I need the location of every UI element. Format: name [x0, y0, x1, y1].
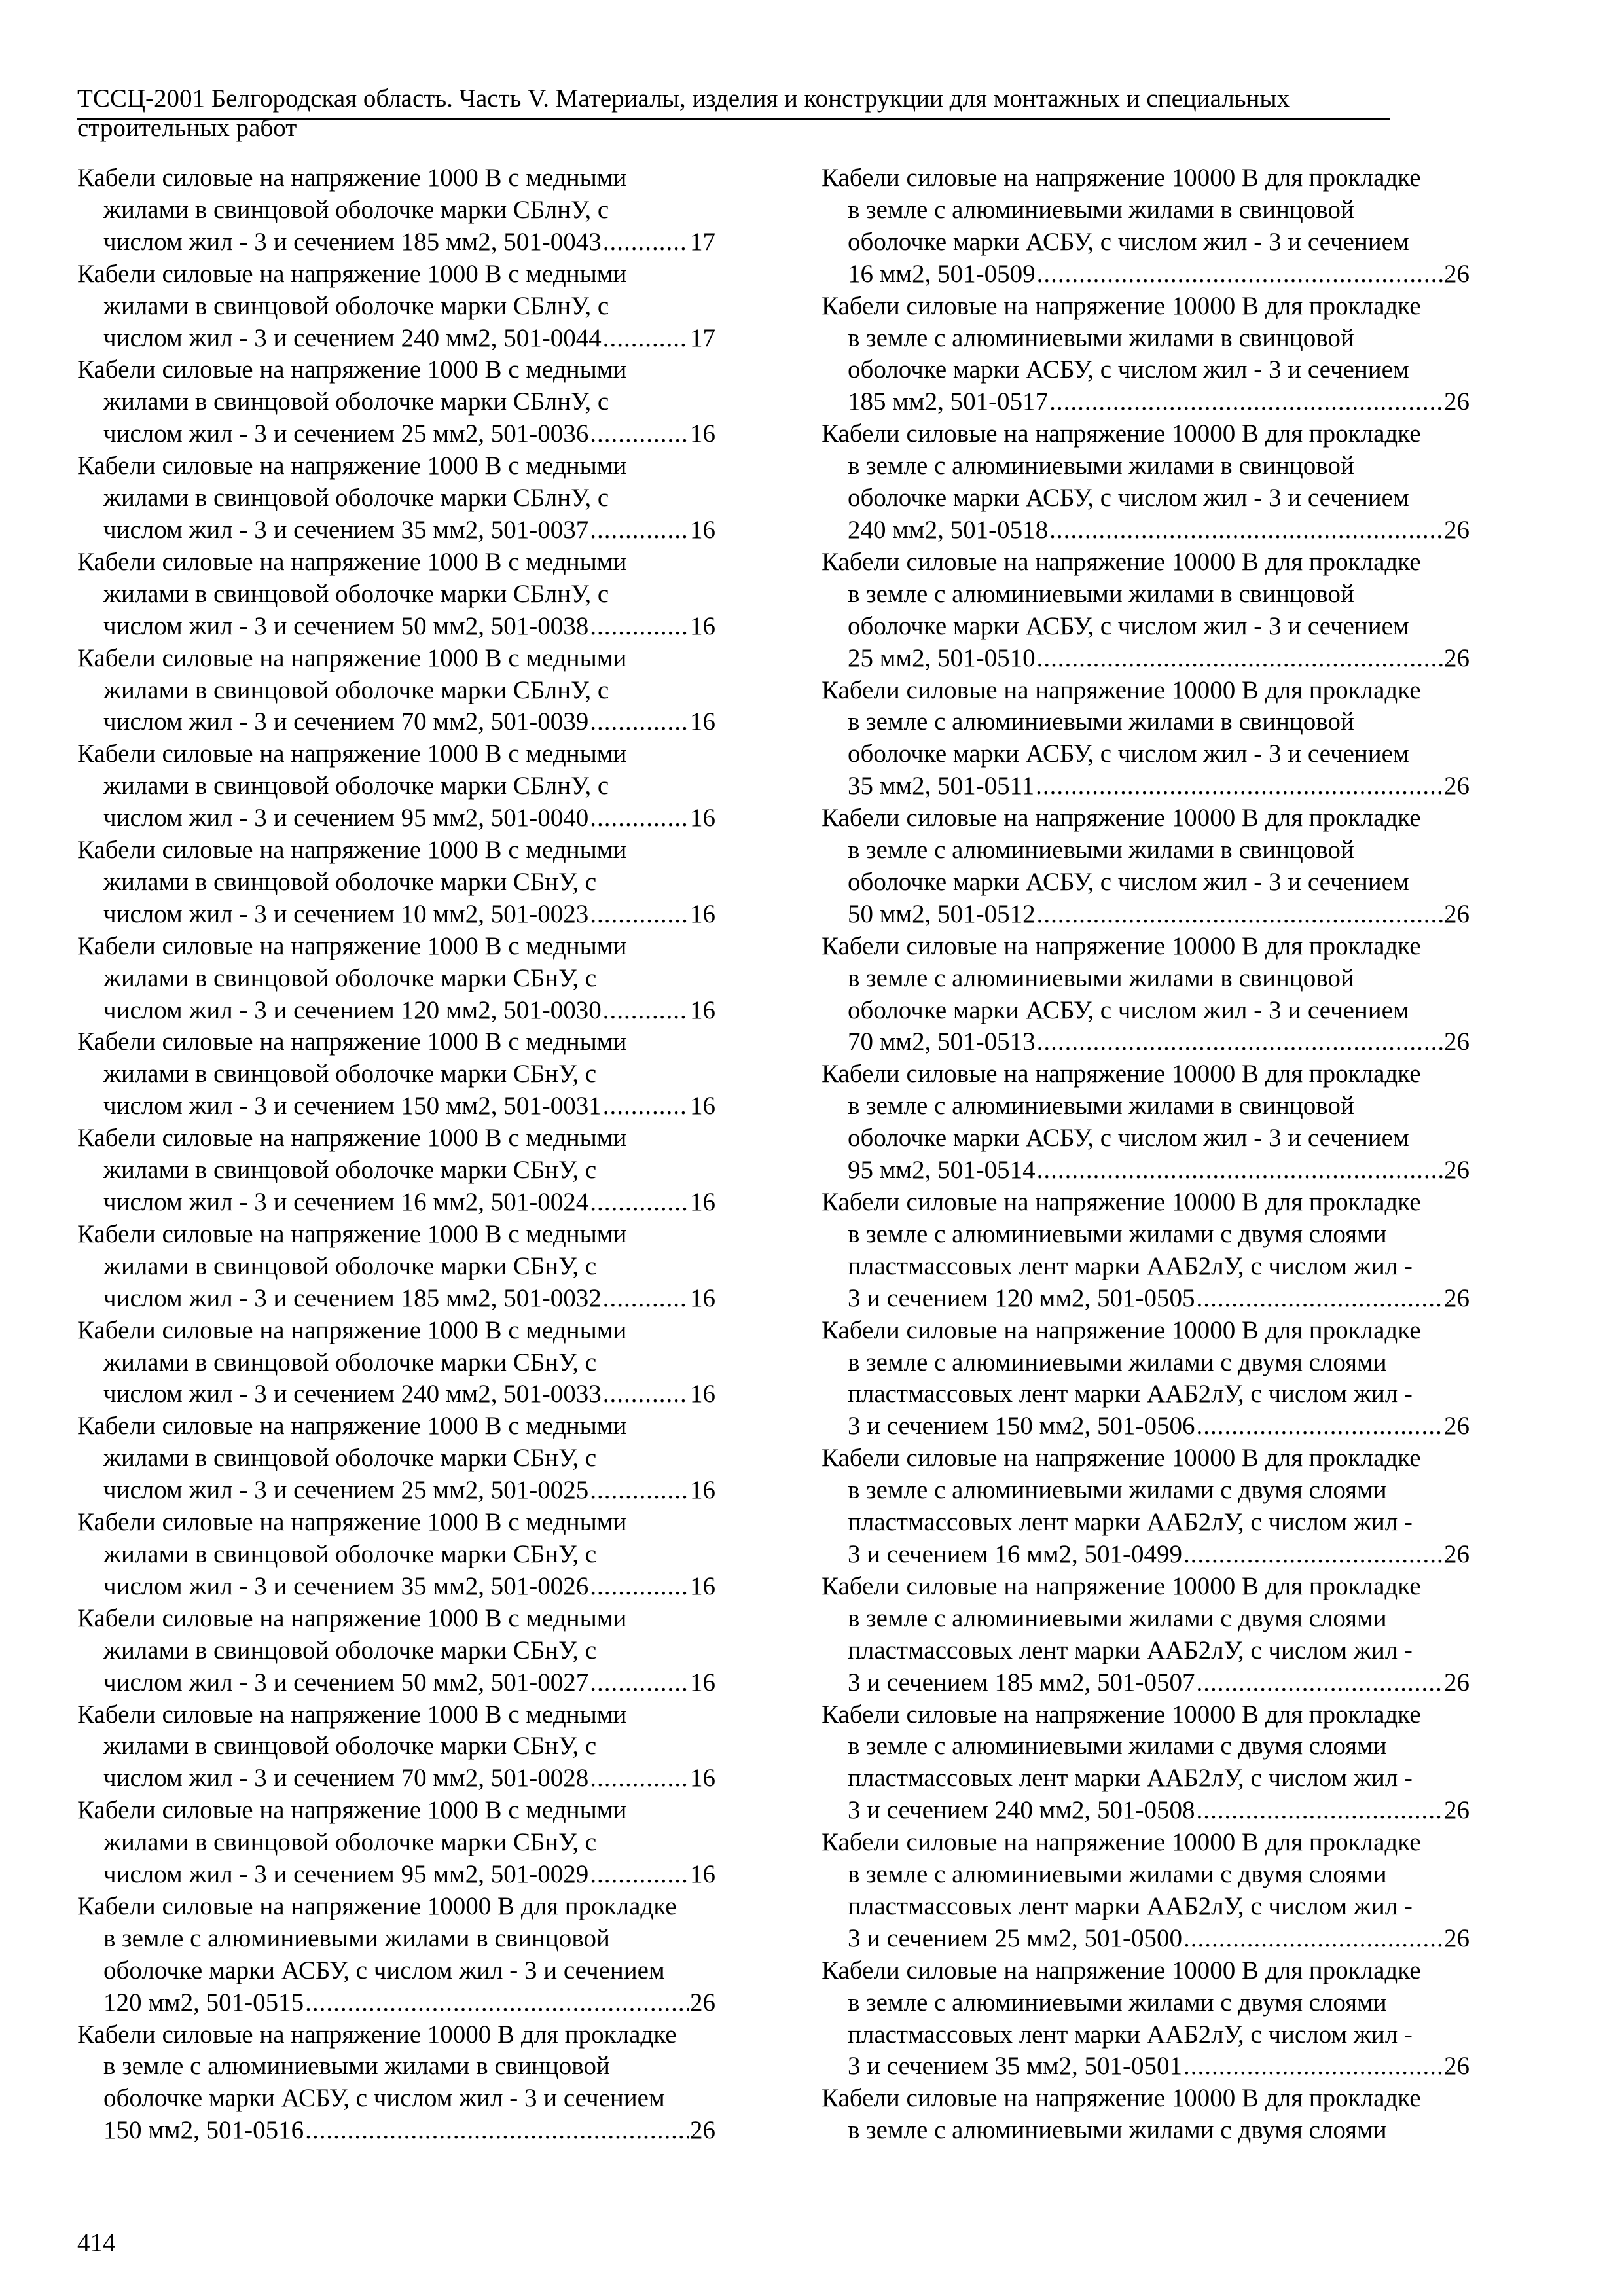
entry-text-line: оболочке марки АСБУ, с числом жил - 3 и сечением [848, 1124, 1409, 1153]
index-entry [821, 162, 1470, 291]
entry-text-line: Кабели силовые на напряжение 10000 В для прокладке [821, 675, 1421, 704]
index-entry [77, 931, 715, 1027]
index-entry [77, 259, 715, 355]
entry-text-line: Кабели силовые на напряжение 10000 В для прокладке [821, 291, 1421, 320]
entry-text-line: числом жил - 3 и сечением 240 мм2, 501-0044 [103, 323, 602, 352]
entry-text-line: числом жил - 3 и сечением 10 мм2, 501-0023 [103, 899, 589, 928]
entry-text-line: пластмассовых лент марки ААБ2лУ, с числом жил - [848, 1251, 1413, 1280]
entry-text-line: в земле с алюминиевыми жилами в свинцовой [848, 323, 1354, 352]
entry-page-number: 16 [690, 1571, 715, 1600]
entry-last-line [821, 1795, 1470, 1827]
dot-leader [603, 323, 689, 355]
dot-leader [603, 1378, 689, 1410]
entry-text-line: Кабели силовые на напряжение 10000 В для прокладке [821, 1060, 1421, 1088]
header-rule [77, 118, 1390, 120]
entry-text-line: 16 мм2, 501-0509 [848, 259, 1036, 288]
entry-text-line: числом жил - 3 и сечением 50 мм2, 501-0038 [103, 611, 589, 640]
dot-leader [1197, 1795, 1443, 1827]
entry-page-number: 16 [690, 1668, 715, 1696]
entry-text-line: Кабели силовые на напряжение 1000 В с медными [77, 1219, 627, 1248]
entry-page-number: 26 [1444, 1283, 1470, 1312]
dot-leader [1197, 1667, 1443, 1699]
entry-text-line: Кабели силовые на напряжение 10000 В для прокладке [821, 1316, 1421, 1344]
entry-text-line: 35 мм2, 501-0511 [848, 772, 1035, 800]
entry-text-line: Кабели силовые на напряжение 1000 В с медными [77, 1796, 627, 1825]
entry-text-line: Кабели силовые на напряжение 1000 В с медными [77, 740, 627, 768]
dot-leader [1183, 1539, 1443, 1571]
index-entry [821, 547, 1470, 675]
entry-text-line: 3 и сечением 185 мм2, 501-0507 [848, 1668, 1195, 1696]
entry-text-line: жилами в свинцовой оболочке марки СБлнУ, с [103, 387, 609, 416]
entry-page-number: 17 [690, 227, 715, 256]
index-entry [77, 1410, 715, 1507]
entry-last-line [821, 1410, 1470, 1443]
entry-text-line: Кабели силовые на напряжение 10000 В для прокладке [821, 1444, 1421, 1473]
entry-page-number: 16 [690, 1188, 715, 1216]
entry-last-line [77, 1763, 715, 1795]
entry-text-line: 3 и сечением 16 мм2, 501-0499 [848, 1539, 1182, 1568]
index-entry [821, 1955, 1470, 2083]
entry-text-line: в земле с алюминиевыми жилами с двумя слоями [848, 1988, 1387, 2017]
entry-text-line: 3 и сечением 240 мм2, 501-0508 [848, 1796, 1195, 1825]
entry-last-line [77, 1378, 715, 1410]
entry-text-line: жилами в свинцовой оболочке марки СБлнУ, с [103, 772, 609, 800]
entry-page-number: 16 [690, 1283, 715, 1312]
entry-text-line: числом жил - 3 и сечением 70 мм2, 501-0039 [103, 708, 589, 736]
dot-leader [590, 1859, 689, 1891]
entry-text-line: пластмассовых лент марки ААБ2лУ, с числом жил - [848, 1636, 1413, 1664]
entry-last-line [821, 2051, 1470, 2083]
running-header [77, 84, 1390, 143]
entry-text-line: числом жил - 3 и сечением 185 мм2, 501-0043 [103, 227, 602, 256]
entry-text-line: 25 мм2, 501-0510 [848, 643, 1036, 672]
index-entry [77, 1699, 715, 1795]
entry-last-line [77, 1571, 715, 1603]
entry-last-line [77, 995, 715, 1027]
entry-page-number: 26 [1444, 899, 1470, 928]
dot-leader [1197, 1283, 1443, 1315]
dot-leader [590, 1187, 689, 1219]
entry-text-line: Кабели силовые на напряжение 1000 В с медными [77, 1028, 627, 1056]
entry-text-line: жилами в свинцовой оболочке марки СБлнУ, с [103, 291, 609, 320]
entry-text-line: Кабели силовые на напряжение 1000 В с медными [77, 1508, 627, 1537]
entry-text-line: жилами в свинцовой оболочке марки СБнУ, с [103, 1636, 597, 1664]
index-entry [821, 1443, 1470, 1571]
entry-text-line: оболочке марки АСБУ, с числом жил - 3 и сечением [103, 1956, 665, 1984]
entry-text-line: Кабели силовые на напряжение 1000 В с медными [77, 643, 627, 672]
dot-leader [1183, 1923, 1443, 1955]
entry-text-line: жилами в свинцовой оболочке марки СБлнУ, с [103, 579, 609, 608]
dot-leader [590, 802, 689, 834]
entry-last-line [77, 323, 715, 355]
entry-text-line: Кабели силовые на напряжение 1000 В с медными [77, 836, 627, 865]
index-column-right [821, 162, 1470, 2147]
entry-text-line: оболочке марки АСБУ, с числом жил - 3 и сечением [848, 227, 1409, 256]
entry-text-line: Кабели силовые на напряжение 10000 В для прокладке [821, 420, 1421, 448]
entry-last-line [77, 1475, 715, 1507]
entry-text-line: жилами в свинцовой оболочке марки СБнУ, с [103, 1539, 597, 1568]
index-entry [821, 1315, 1470, 1443]
entry-text-line: пластмассовых лент марки ААБ2лУ, с числом жил - [848, 1380, 1413, 1408]
index-entry [821, 802, 1470, 931]
entry-text-line: в земле с алюминиевыми жилами с двумя слоями [848, 1604, 1387, 1632]
dot-leader [590, 514, 689, 547]
entry-text-line: Кабели силовые на напряжение 10000 В для прокладке [821, 164, 1421, 192]
entry-text-line: пластмассовых лент марки ААБ2лУ, с числом жил - [848, 1764, 1413, 1793]
entry-text-line: жилами в свинцовой оболочке марки СБнУ, с [103, 1060, 597, 1088]
dot-leader [603, 1090, 689, 1122]
entry-text-line: в земле с алюминиевыми жилами в свинцовой [848, 963, 1354, 992]
entry-text-line: Кабели силовые на напряжение 10000 В для прокладке [77, 2020, 677, 2049]
index-entry [77, 1507, 715, 1603]
entry-text-line: в земле с алюминиевыми жилами с двумя слоями [848, 1348, 1387, 1376]
entry-text-line: числом жил - 3 и сечением 95 мм2, 501-0029 [103, 1860, 589, 1889]
index-entry [77, 1122, 715, 1219]
entry-page-number: 16 [690, 804, 715, 833]
entry-last-line [821, 1923, 1470, 1955]
entry-text-line: числом жил - 3 и сечением 150 мм2, 501-0031 [103, 1092, 602, 1121]
entry-text-line: жилами в свинцовой оболочке марки СБнУ, с [103, 963, 597, 992]
entry-text-line: жилами в свинцовой оболочке марки СБнУ, с [103, 867, 597, 896]
entry-text-line: 150 мм2, 501-0516 [103, 2116, 304, 2145]
entry-page-number: 16 [690, 996, 715, 1024]
entry-page-number: 26 [1444, 1668, 1470, 1696]
entry-text-line: в земле с алюминиевыми жилами в свинцовой [848, 708, 1354, 736]
dot-leader [1197, 1410, 1443, 1443]
entry-last-line [77, 611, 715, 643]
entry-page-number: 26 [690, 1988, 715, 2017]
entry-last-line [821, 1539, 1470, 1571]
dot-leader [1049, 386, 1443, 418]
dot-leader [590, 1475, 689, 1507]
entry-page-number: 26 [1444, 1924, 1470, 1952]
entry-text-line: Кабели силовые на напряжение 1000 В с медными [77, 259, 627, 288]
entry-page-number: 26 [1444, 1796, 1470, 1825]
entry-text-line: в земле с алюминиевыми жилами с двумя слоями [848, 1219, 1387, 1248]
entry-text-line: Кабели силовые на напряжение 1000 В с медными [77, 1124, 627, 1153]
index-entry [77, 547, 715, 643]
entry-text-line: Кабели силовые на напряжение 10000 В для прокладке [77, 1892, 677, 1920]
entry-page-number: 16 [690, 1476, 715, 1505]
entry-last-line [821, 1283, 1470, 1315]
entry-text-line: Кабели силовые на напряжение 1000 В с медными [77, 931, 627, 960]
entry-last-line [821, 514, 1470, 547]
entry-text-line: числом жил - 3 и сечением 35 мм2, 501-0037 [103, 515, 589, 544]
dot-leader [1037, 899, 1443, 931]
dot-leader [1049, 514, 1443, 547]
index-entry [821, 675, 1470, 803]
index-entry [77, 162, 715, 259]
entry-text-line: жилами в свинцовой оболочке марки СБнУ, с [103, 1732, 597, 1761]
page-number: 414 [77, 2229, 116, 2257]
entry-page-number: 26 [1444, 643, 1470, 672]
entry-page-number: 17 [690, 323, 715, 352]
header-line-2: строительных работ [77, 114, 297, 142]
entry-text-line: Кабели силовые на напряжение 1000 В с медными [77, 547, 627, 576]
entry-text-line: числом жил - 3 и сечением 95 мм2, 501-0040 [103, 804, 589, 833]
dot-leader [1037, 1155, 1443, 1187]
index-column-left [77, 162, 715, 2147]
entry-text-line: пластмассовых лент марки ААБ2лУ, с числом жил - [848, 1508, 1413, 1537]
entry-text-line: Кабели силовые на напряжение 1000 В с медными [77, 1700, 627, 1729]
entry-text-line: 185 мм2, 501-0517 [848, 387, 1049, 416]
entry-text-line: 50 мм2, 501-0512 [848, 899, 1036, 928]
entry-last-line [77, 1859, 715, 1891]
entry-text-line: числом жил - 3 и сечением 35 мм2, 501-0026 [103, 1571, 589, 1600]
index-entry [821, 1058, 1470, 1187]
entry-page-number: 16 [690, 420, 715, 448]
entry-page-number: 16 [690, 1860, 715, 1889]
entry-text-line: оболочке марки АСБУ, с числом жил - 3 и сечением [103, 2084, 665, 2113]
entry-text-line: Кабели силовые на напряжение 1000 В с медными [77, 1412, 627, 1441]
entry-text-line: Кабели силовые на напряжение 10000 В для прокладке [821, 547, 1421, 576]
entry-text-line: пластмассовых лент марки ААБ2лУ, с числом жил - [848, 2020, 1413, 2049]
entry-page-number: 26 [1444, 515, 1470, 544]
entry-text-line: в земле с алюминиевыми жилами в свинцовой [848, 1092, 1354, 1121]
entry-last-line [77, 1187, 715, 1219]
entry-text-line: Кабели силовые на напряжение 10000 В для прокладке [821, 931, 1421, 960]
dot-leader [590, 706, 689, 738]
entry-text-line: в земле с алюминиевыми жилами в свинцовой [103, 2052, 610, 2081]
entry-text-line: 240 мм2, 501-0518 [848, 515, 1049, 544]
dot-leader [305, 1987, 689, 2019]
entry-page-number: 26 [1444, 2052, 1470, 2081]
dot-leader [1183, 2051, 1443, 2083]
entry-text-line: Кабели силовые на напряжение 1000 В с медными [77, 355, 627, 384]
index-entry [77, 1891, 715, 2019]
index-entry [77, 1315, 715, 1411]
entry-text-line: жилами в свинцовой оболочке марки СБнУ, с [103, 1251, 597, 1280]
entry-page-number: 16 [690, 515, 715, 544]
entry-text-line: в земле с алюминиевыми жилами в свинцовой [103, 1924, 610, 1952]
index-entry [77, 738, 715, 834]
entry-text-line: жилами в свинцовой оболочке марки СБнУ, с [103, 1156, 597, 1185]
index-entry [77, 1026, 715, 1122]
entry-text-line: жилами в свинцовой оболочке марки СБлнУ, с [103, 675, 609, 704]
entry-page-number: 26 [1444, 1539, 1470, 1568]
entry-text-line: Кабели силовые на напряжение 1000 В с медными [77, 452, 627, 480]
entry-last-line [77, 706, 715, 738]
entry-text-line: числом жил - 3 и сечением 185 мм2, 501-0032 [103, 1283, 602, 1312]
entry-last-line [821, 899, 1470, 931]
dot-leader [603, 995, 689, 1027]
entry-page-number: 16 [690, 1092, 715, 1121]
index-entry [77, 834, 715, 931]
entry-page-number: 16 [690, 1764, 715, 1793]
entry-page-number: 16 [690, 611, 715, 640]
entry-text-line: числом жил - 3 и сечением 50 мм2, 501-0027 [103, 1668, 589, 1696]
entry-last-line [77, 514, 715, 547]
entry-last-line [821, 1155, 1470, 1187]
entry-last-line [77, 1667, 715, 1699]
entry-last-line [821, 770, 1470, 802]
entry-last-line [77, 226, 715, 259]
entry-text-line: жилами в свинцовой оболочке марки СБлнУ, с [103, 484, 609, 512]
entry-last-line [77, 899, 715, 931]
entry-text-line: Кабели силовые на напряжение 10000 В для прокладке [821, 1700, 1421, 1729]
index-entry [77, 1219, 715, 1315]
index-entry [821, 1827, 1470, 1955]
entry-text-line: жилами в свинцовой оболочке марки СБлнУ, с [103, 195, 609, 224]
entry-text-line: 95 мм2, 501-0514 [848, 1156, 1036, 1185]
entry-text-line: Кабели силовые на напряжение 10000 В для прокладке [821, 2084, 1421, 2113]
entry-last-line [77, 2115, 715, 2147]
index-entry [821, 2083, 1470, 2147]
entry-page-number: 26 [1444, 1156, 1470, 1185]
entry-text-line: в земле с алюминиевыми жилами в свинцовой [848, 195, 1354, 224]
entry-text-line: оболочке марки АСБУ, с числом жил - 3 и сечением [848, 611, 1409, 640]
entry-page-number: 26 [1444, 1028, 1470, 1056]
dot-leader [1037, 259, 1443, 291]
entry-text-line: Кабели силовые на напряжение 10000 В для прокладке [821, 1188, 1421, 1216]
entry-text-line: числом жил - 3 и сечением 25 мм2, 501-0025 [103, 1476, 589, 1505]
entry-text-line: числом жил - 3 и сечением 70 мм2, 501-0028 [103, 1764, 589, 1793]
entry-text-line: пластмассовых лент марки ААБ2лУ, с числом жил - [848, 1892, 1413, 1920]
entry-page-number: 16 [690, 708, 715, 736]
entry-page-number: 26 [1444, 387, 1470, 416]
dot-leader [1036, 770, 1443, 802]
header-line-1: ТССЦ-2001 Белгородская область. Часть V. Материалы, изделия и конструкции для монтажных и специальных [77, 84, 1290, 113]
entry-text-line: в земле с алюминиевыми жилами с двумя слоями [848, 1476, 1387, 1505]
entry-last-line [77, 1987, 715, 2019]
entry-text-line: Кабели силовые на напряжение 1000 В с медными [77, 1316, 627, 1344]
entry-page-number: 26 [1444, 772, 1470, 800]
dot-leader [590, 899, 689, 931]
entry-last-line [77, 802, 715, 834]
entry-text-line: жилами в свинцовой оболочке марки СБнУ, с [103, 1828, 597, 1857]
entry-text-line: оболочке марки АСБУ, с числом жил - 3 и сечением [848, 740, 1409, 768]
entry-text-line: числом жил - 3 и сечением 16 мм2, 501-0024 [103, 1188, 589, 1216]
dot-leader [590, 611, 689, 643]
entry-text-line: 70 мм2, 501-0513 [848, 1028, 1036, 1056]
entry-last-line [821, 1026, 1470, 1058]
index-entry [77, 2019, 715, 2147]
dot-leader [305, 2115, 689, 2147]
entry-text-line: оболочке марки АСБУ, с числом жил - 3 и сечением [848, 484, 1409, 512]
entry-last-line [77, 1090, 715, 1122]
index-entry [77, 1603, 715, 1699]
entry-last-line [821, 259, 1470, 291]
entry-last-line [77, 418, 715, 450]
index-entry [821, 1571, 1470, 1699]
entry-last-line [821, 643, 1470, 675]
entry-text-line: 3 и сечением 150 мм2, 501-0506 [848, 1412, 1195, 1441]
entry-text-line: 3 и сечением 35 мм2, 501-0501 [848, 2052, 1182, 2081]
index-entry [77, 643, 715, 739]
entry-text-line: в земле с алюминиевыми жилами с двумя слоями [848, 2116, 1387, 2145]
entry-page-number: 26 [1444, 1412, 1470, 1441]
index-entry [821, 1699, 1470, 1827]
index-entry [821, 418, 1470, 547]
entry-text-line: Кабели силовые на напряжение 1000 В с медными [77, 164, 627, 192]
index-entry [77, 354, 715, 450]
entry-last-line [821, 386, 1470, 418]
dot-leader [603, 1283, 689, 1315]
entry-text-line: жилами в свинцовой оболочке марки СБнУ, с [103, 1444, 597, 1473]
entry-page-number: 26 [690, 2116, 715, 2145]
index-entry [821, 291, 1470, 419]
entry-page-number: 16 [690, 1380, 715, 1408]
entry-text-line: оболочке марки АСБУ, с числом жил - 3 и сечением [848, 355, 1409, 384]
entry-text-line: в земле с алюминиевыми жилами в свинцовой [848, 579, 1354, 608]
entry-text-line: числом жил - 3 и сечением 120 мм2, 501-0030 [103, 996, 602, 1024]
entry-text-line: жилами в свинцовой оболочке марки СБнУ, с [103, 1348, 597, 1376]
dot-leader [603, 226, 689, 259]
entry-page-number: 16 [690, 899, 715, 928]
entry-text-line: 120 мм2, 501-0515 [103, 1988, 304, 2017]
index-entry [77, 1795, 715, 1891]
entry-text-line: 3 и сечением 25 мм2, 501-0500 [848, 1924, 1182, 1952]
entry-text-line: Кабели силовые на напряжение 1000 В с медными [77, 1604, 627, 1632]
index-entry [821, 931, 1470, 1059]
entry-text-line: оболочке марки АСБУ, с числом жил - 3 и сечением [848, 867, 1409, 896]
entry-text-line: оболочке марки АСБУ, с числом жил - 3 и сечением [848, 996, 1409, 1024]
entry-text-line: числом жил - 3 и сечением 25 мм2, 501-0036 [103, 420, 589, 448]
entry-text-line: числом жил - 3 и сечением 240 мм2, 501-0033 [103, 1380, 602, 1408]
dot-leader [1037, 1026, 1443, 1058]
entry-text-line: Кабели силовые на напряжение 10000 В для прокладке [821, 1956, 1421, 1984]
entry-text-line: Кабели силовые на напряжение 10000 В для прокладке [821, 1571, 1421, 1600]
dot-leader [1037, 643, 1443, 675]
index-entry [821, 1187, 1470, 1315]
entry-page-number: 26 [1444, 259, 1470, 288]
entry-text-line: Кабели силовые на напряжение 10000 В для прокладке [821, 1828, 1421, 1857]
dot-leader [590, 1571, 689, 1603]
entry-text-line: Кабели силовые на напряжение 10000 В для прокладке [821, 804, 1421, 833]
entry-text-line: в земле с алюминиевыми жилами с двумя слоями [848, 1860, 1387, 1889]
entry-last-line [821, 1667, 1470, 1699]
entry-text-line: в земле с алюминиевыми жилами с двумя слоями [848, 1732, 1387, 1761]
dot-leader [590, 1763, 689, 1795]
entry-text-line: в земле с алюминиевыми жилами в свинцовой [848, 452, 1354, 480]
entry-text-line: 3 и сечением 120 мм2, 501-0505 [848, 1283, 1195, 1312]
dot-leader [590, 418, 689, 450]
dot-leader [590, 1667, 689, 1699]
entry-text-line: в земле с алюминиевыми жилами в свинцовой [848, 836, 1354, 865]
index-entry [77, 450, 715, 547]
entry-last-line [77, 1283, 715, 1315]
